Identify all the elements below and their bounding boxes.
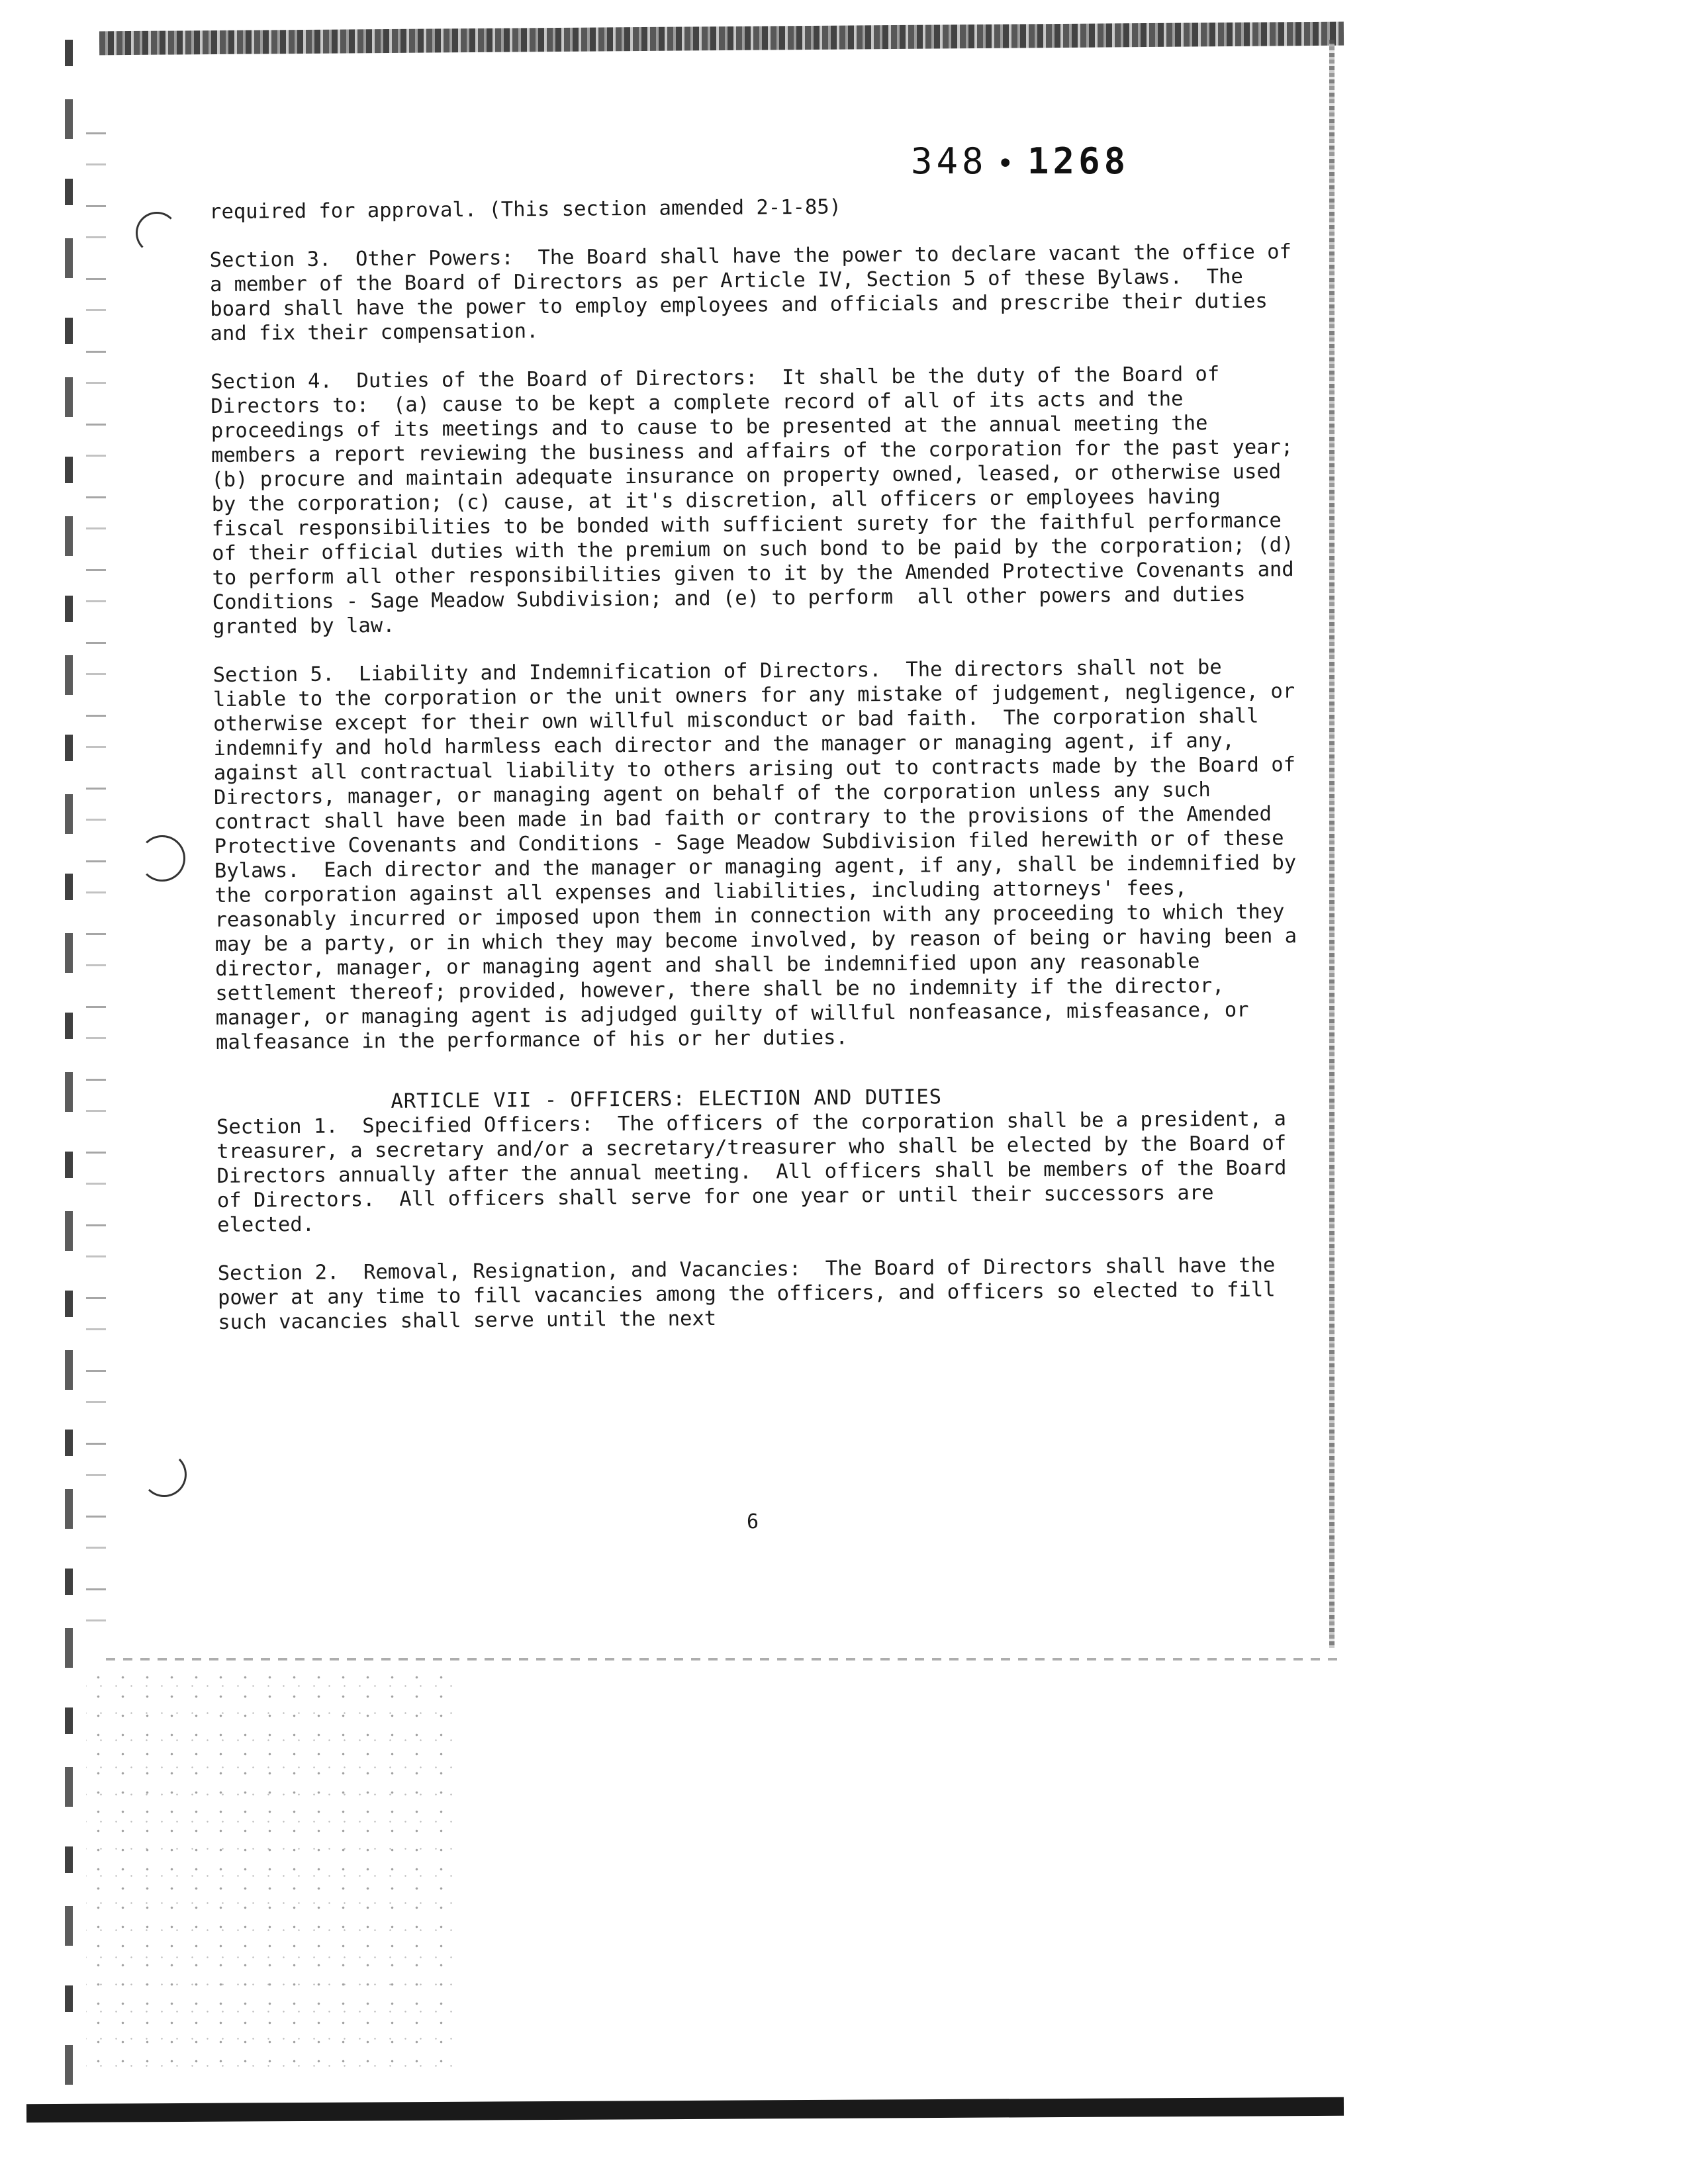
article-vii bbox=[216, 1082, 1304, 1335]
scan-bottom-edge-artifact bbox=[26, 2097, 1344, 2122]
document-book-page-number bbox=[911, 140, 1129, 182]
article-heading: ARTICLE VII - OFFICERS: ELECTION AND DUTIES bbox=[391, 1085, 943, 1113]
scan-right-edge-artifact bbox=[1329, 40, 1335, 1648]
scan-top-edge-artifact bbox=[99, 22, 1344, 56]
doc-number-part-b: 1268 bbox=[1027, 140, 1130, 182]
paragraph-article-section-1: Section 1. Specified Officers: The officers of the corporation shall be a president, a treasurer, a secretary and/or a secretary/treasurer who shall be elected by the Board of Directors annually after the annual meeting. All officers shall be members of the Board of Directors. All officers shall serve for one year or until their successors are elected. bbox=[216, 1107, 1299, 1237]
punch-hole-middle bbox=[139, 835, 185, 882]
scan-page-bottom-edge-artifact bbox=[106, 1658, 1337, 1661]
scan-noise-artifact bbox=[86, 1668, 457, 2078]
punch-hole-top bbox=[136, 212, 178, 254]
paragraph-section-3: Section 3. Other Powers: The Board shall have the power to declare vacant the office of a member of the Board of Directors as per Article IV, Section 5 of these Bylaws. The board shall have the power to employ employees and officials and prescribe their duties and fix their compensation. bbox=[209, 240, 1304, 345]
scan-left-speckle-artifact bbox=[86, 132, 106, 1655]
document-body bbox=[209, 191, 1309, 1359]
scan-left-edge-artifact bbox=[65, 40, 73, 2085]
page-number: 6 bbox=[747, 1510, 759, 1533]
punch-hole-bottom bbox=[142, 1452, 187, 1497]
paragraph-approval-note: required for approval. (This section amended 2-1-85) bbox=[209, 195, 842, 224]
paragraph-article-section-2: Section 2. Removal, Resignation, and Vacancies: The Board of Directors shall have the power at any time to fill vacancies among the officers, and officers so elected to fill such vacancies shall serve until the next bbox=[217, 1253, 1288, 1334]
doc-number-separator: • bbox=[996, 147, 1019, 181]
doc-number-part-a: 348 bbox=[911, 140, 988, 182]
paragraph-section-4: Section 4. Duties of the Board of Directors: It shall be the duty of the Board of Directors to: (a) cause to be kept a complete record of all of its acts and the proceedings of its meetings and to cause to be presented at the annual meeting the members a report reviewing the business and affairs of the corporation for the past year; (b) procure and maintain adequate insurance on property owned, leased, or otherwise used by the corporation; (c) cause, at it's discretion, all officers or employees having fiscal responsibilities to be bonded with sufficient surety for the faithful performance of their official duties with the premium on such bond to be paid by the corporation; (d) to perform all other responsibilities given to it by the Amended Protective Covenants and Conditions - Sage Meadow Subdivision; and (e) to perform all other powers and duties granted by law. bbox=[211, 362, 1307, 639]
paragraph-section-5: Section 5. Liability and Indemnification of Directors. The directors shall not be liable to the corporation or the unit owners for any mistake of judgement, negligence, or otherwise except for their own willful misconduct or bad faith. The corporation shall indemnify and hold harmless each director and the manager or managing agent, if any, against all contractual liability to others arising out to contracts made by the Board of Directors, manager, or managing agent on behalf of the corporation unless any such contract shall have been made in bad faith or contrary to the provisions of the Amended Protective Covenants and Conditions - Sage Meadow Subdivision filed herewith or of these Bylaws. Each director and the manager or managing agent, if any, shall be indemnified by the corporation against all expenses and liabilities, including attorneys' fees, reasonably incurred or imposed upon them in connection with any proceeding to which they may be a party, or in which they may become involved, by reason of being or having been a director, manager, or managing agent and shall be indemnified upon any reasonable settlement thereof; provided, however, there shall be no indemnity if the director, manager, or managing agent is adjudged guilty of willful nonfeasance, misfeasance, or malfeasance in the performance of his or her duties. bbox=[212, 655, 1309, 1054]
